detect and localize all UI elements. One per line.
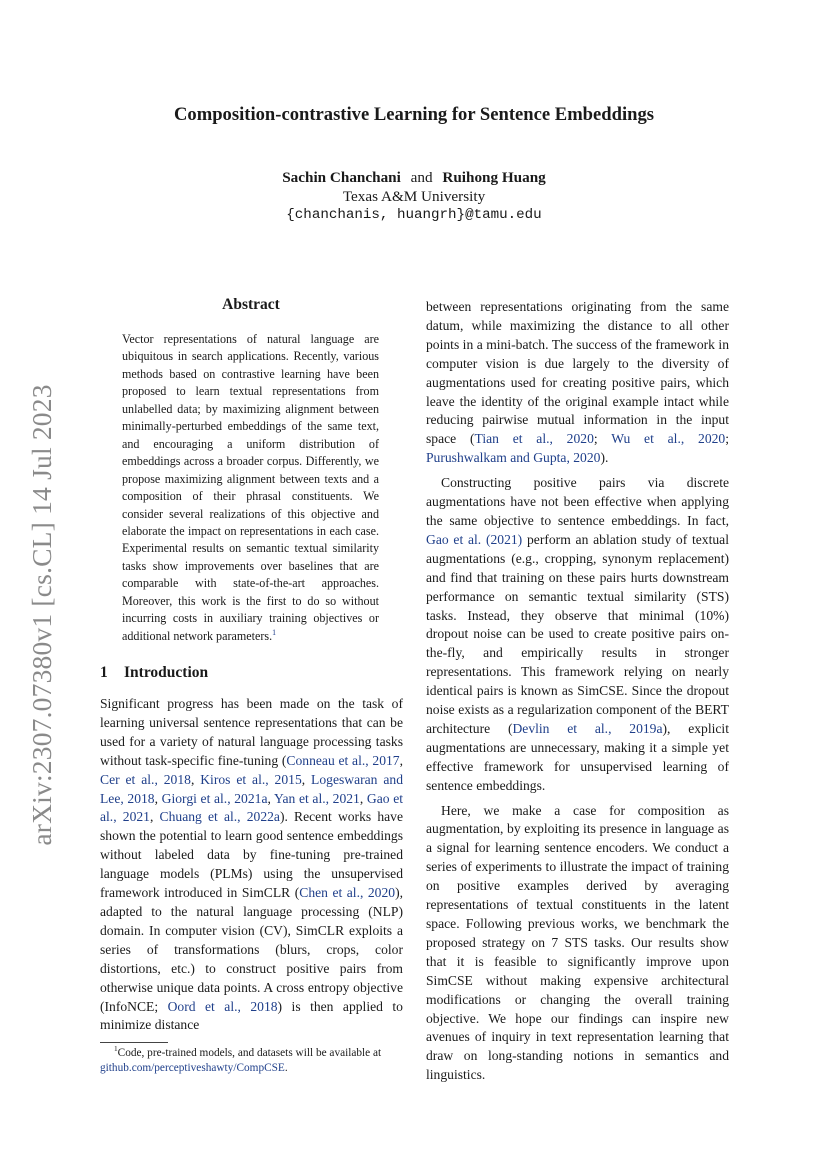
- abstract-body: [122, 331, 379, 645]
- citation-link[interactable]: Conneau et al., 2017: [286, 752, 400, 768]
- text-run: ,: [301, 771, 312, 787]
- abstract-heading: Abstract: [222, 296, 280, 313]
- arxiv-identifier-text: arXiv:2307.07380v1 [cs.CL] 14 Jul 2023: [26, 384, 57, 846]
- text-run: ;: [593, 431, 612, 447]
- right-column: [426, 298, 729, 1085]
- author-name-1: Sachin Chanchani: [282, 169, 401, 186]
- text-run: ,: [399, 752, 404, 768]
- intro-paragraph-1: [100, 695, 403, 1035]
- right-paragraph-2: [426, 474, 729, 795]
- text-run: perform an ablation study of textual augmentations (e.g., cropping, synonym replacement) and find that training on these pairs hurts downstream performance on semantic textual similarity (STS) tasks. Instead, they observe that minimal (10%) dropout noise can be used to create positive pairs on-the-fly, and empirically results in stronger representations. This framework relying on nearly identical pairs is known as SimCSE. Since the dropout noise exists as a regularization component of the BERT architecture (: [426, 531, 729, 736]
- section-heading-introduction: [100, 664, 208, 682]
- citation-link[interactable]: Oord et al., 2018: [167, 998, 278, 1014]
- footnote-link[interactable]: github.com/perceptiveshawty/CompCSE: [100, 1062, 285, 1075]
- text-run: ), explicit augmentations are unnecessary, making it a simple yet effective framework for unsupervised learning of sentence embeddings.: [426, 720, 729, 793]
- citation-link[interactable]: Wu et al., 2020: [611, 431, 726, 447]
- text-run: Significant progress has been made on the task of learning universal sentence representations that can be used for a variety of natural language processing tasks without task-specific fine-tuning (: [100, 696, 403, 768]
- citation-link[interactable]: Yan et al., 2021: [274, 790, 360, 806]
- text-run: ,: [154, 790, 162, 806]
- footnote-marker[interactable]: 1: [272, 627, 277, 637]
- footnote-end: .: [284, 1062, 288, 1075]
- text-run: ), adapted to the natural language processing (NLP) domain. In computer vision (CV), SimCLR exploits a series of transformations (blurs, crops, color distortions, etc.) to construct positive pairs from otherwise unique data points. A cross entropy objective (InfoNCE;: [100, 885, 404, 1014]
- author-names: [100, 168, 728, 187]
- right-paragraph-1: [426, 298, 729, 468]
- section-number: 1: [100, 664, 108, 681]
- citation-link[interactable]: Chuang et al., 2022a: [159, 809, 280, 825]
- text-run: ,: [149, 809, 160, 825]
- text-run: Constructing positive pairs via discrete augmentations have not been effective when applying the same objective to sentence embeddings. In fact,: [426, 475, 729, 528]
- right-paragraph-3: Here, we make a case for composition as augmentation, by exploiting its presence in language as a signal for learning sentence encoders. We conduct a series of experiments to illustrate the impact of training on positive examples derived by averaging representations of textual constituents in the latent space. Following previous works, we benchmark the proposed strategy on 7 STS tasks. Our results show that it is feasible to significantly improve upon SimCSE without making expensive architectural modifications or changing the overall training objective. We hope our findings can inspire new avenues of inquiry in text representation learning that draw on long-standing notions in semantics and linguistics.: [426, 802, 729, 1083]
- footnote: [100, 1046, 404, 1076]
- section-title: Introduction: [124, 664, 209, 681]
- citation-link[interactable]: Cer et al., 2018: [100, 771, 191, 787]
- text-run: ,: [267, 790, 275, 806]
- citation-link[interactable]: Gao et al., 2021: [100, 790, 404, 825]
- text-run: ,: [190, 771, 201, 787]
- citation-link[interactable]: Devlin et al., 2019a: [512, 720, 663, 736]
- author-email[interactable]: {chanchanis, huangrh}@tamu.edu: [286, 207, 542, 223]
- text-run: between representations originating from the same datum, while maximizing the distance to all other points in a mini-batch. The success of the framework in computer vision is due largely to the diversity of augmentations used for creating positive pairs, which leave the identity of the original example intact while reducing pairwise mutual information in the input space (: [426, 299, 729, 447]
- citation-link[interactable]: Chen et al., 2020: [299, 885, 396, 901]
- citation-link[interactable]: Giorgi et al., 2021a: [161, 790, 268, 806]
- text-run: ;: [725, 431, 729, 447]
- author-block: [100, 168, 728, 225]
- citation-link[interactable]: Purushwalkam and Gupta, 2020: [426, 450, 601, 466]
- text-run: ,: [359, 790, 367, 806]
- text-run: ) is then applied to minimize distance: [100, 998, 403, 1033]
- abstract-text: Vector representations of natural language are ubiquitous in search applications. Recently, various methods based on contrastive learning have been proposed to learn textual representations from unlabelled data; by maximizing alignment between minimally-perturbed embeddings of the same text, and encouraging a uniform distribution of embeddings across a broader corpus. Differently, we propose maximizing alignment between texts and a composition of their phrasal constituents. We consider several realizations of this objective and elaborate the impact on representations in each case. Experimental results on semantic textual similarity tasks show improvements over baselines that are comparable with state-of-the-art approaches. Moreover, this work is the first to do so without incurring costs in auxiliary training objectives or additional network parameters.: [122, 332, 379, 643]
- footnote-divider: [100, 1042, 168, 1043]
- arxiv-identifier: [18, 375, 66, 855]
- citation-link[interactable]: Kiros et al., 2015: [200, 771, 302, 787]
- author-name-2: Ruihong Huang: [442, 169, 546, 186]
- author-affiliation: Texas A&M University: [342, 188, 486, 205]
- author-conjunction: and: [410, 169, 433, 186]
- citation-link[interactable]: Gao et al. (2021): [426, 531, 523, 547]
- text-run: ). Recent works have shown the potential to learn good sentence embeddings without labeled data by fine-tuning pre-trained language models (PLMs) using the unsupervised framework introduced in SimCLR (: [100, 809, 403, 901]
- text-run: ).: [600, 450, 609, 466]
- footnote-number: 1: [114, 1044, 118, 1054]
- citation-link[interactable]: Logeswaran and Lee, 2018: [100, 771, 403, 806]
- footnote-text: Code, pre-trained models, and datasets will be available at: [117, 1047, 382, 1059]
- citation-link[interactable]: Tian et al., 2020: [474, 431, 594, 447]
- paper-title: Composition-contrastive Learning for Sentence Embeddings: [174, 104, 654, 125]
